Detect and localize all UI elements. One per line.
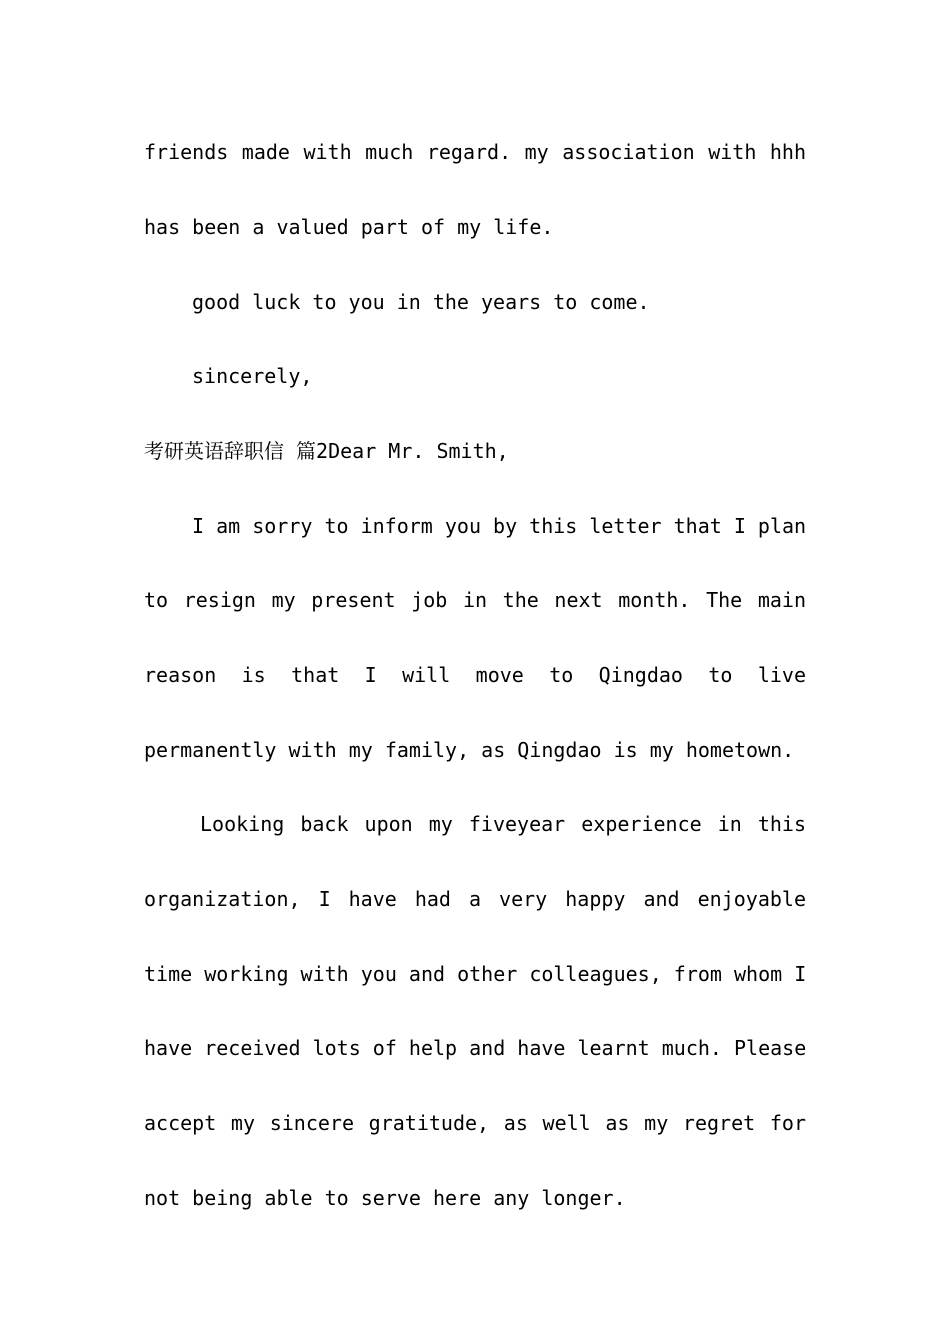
section-heading: 考研英语辞职信 篇2Dear Mr. Smith, [144,439,509,463]
text-line: Looking back upon my fiveyear experience in this [200,812,806,836]
text-line: permanently with my family, as Qingdao is my hometown. [144,738,795,762]
text-line: good luck to you in the years to come. [192,290,650,314]
text-line: to resign my present job in the next month. The main [144,588,806,612]
text-line: has been a valued part of my life. [144,215,554,239]
text-line: time working with you and other colleagues, from whom I [144,962,807,986]
text-line: accept my sincere gratitude, as well as my regret for [144,1111,806,1135]
text-line: reason is that I will move to Qingdao to live [144,663,806,687]
text-line: not being able to serve here any longer. [144,1186,626,1210]
closing-line: sincerely, [192,364,313,388]
text-line: friends made with much regard. my association with hhh [144,140,806,164]
text-line: I am sorry to inform you by this letter that I plan [192,514,807,538]
text-line: have received lots of help and have learnt much. Please [144,1036,807,1060]
text-line: organization, I have had a very happy and enjoyable [144,887,806,911]
